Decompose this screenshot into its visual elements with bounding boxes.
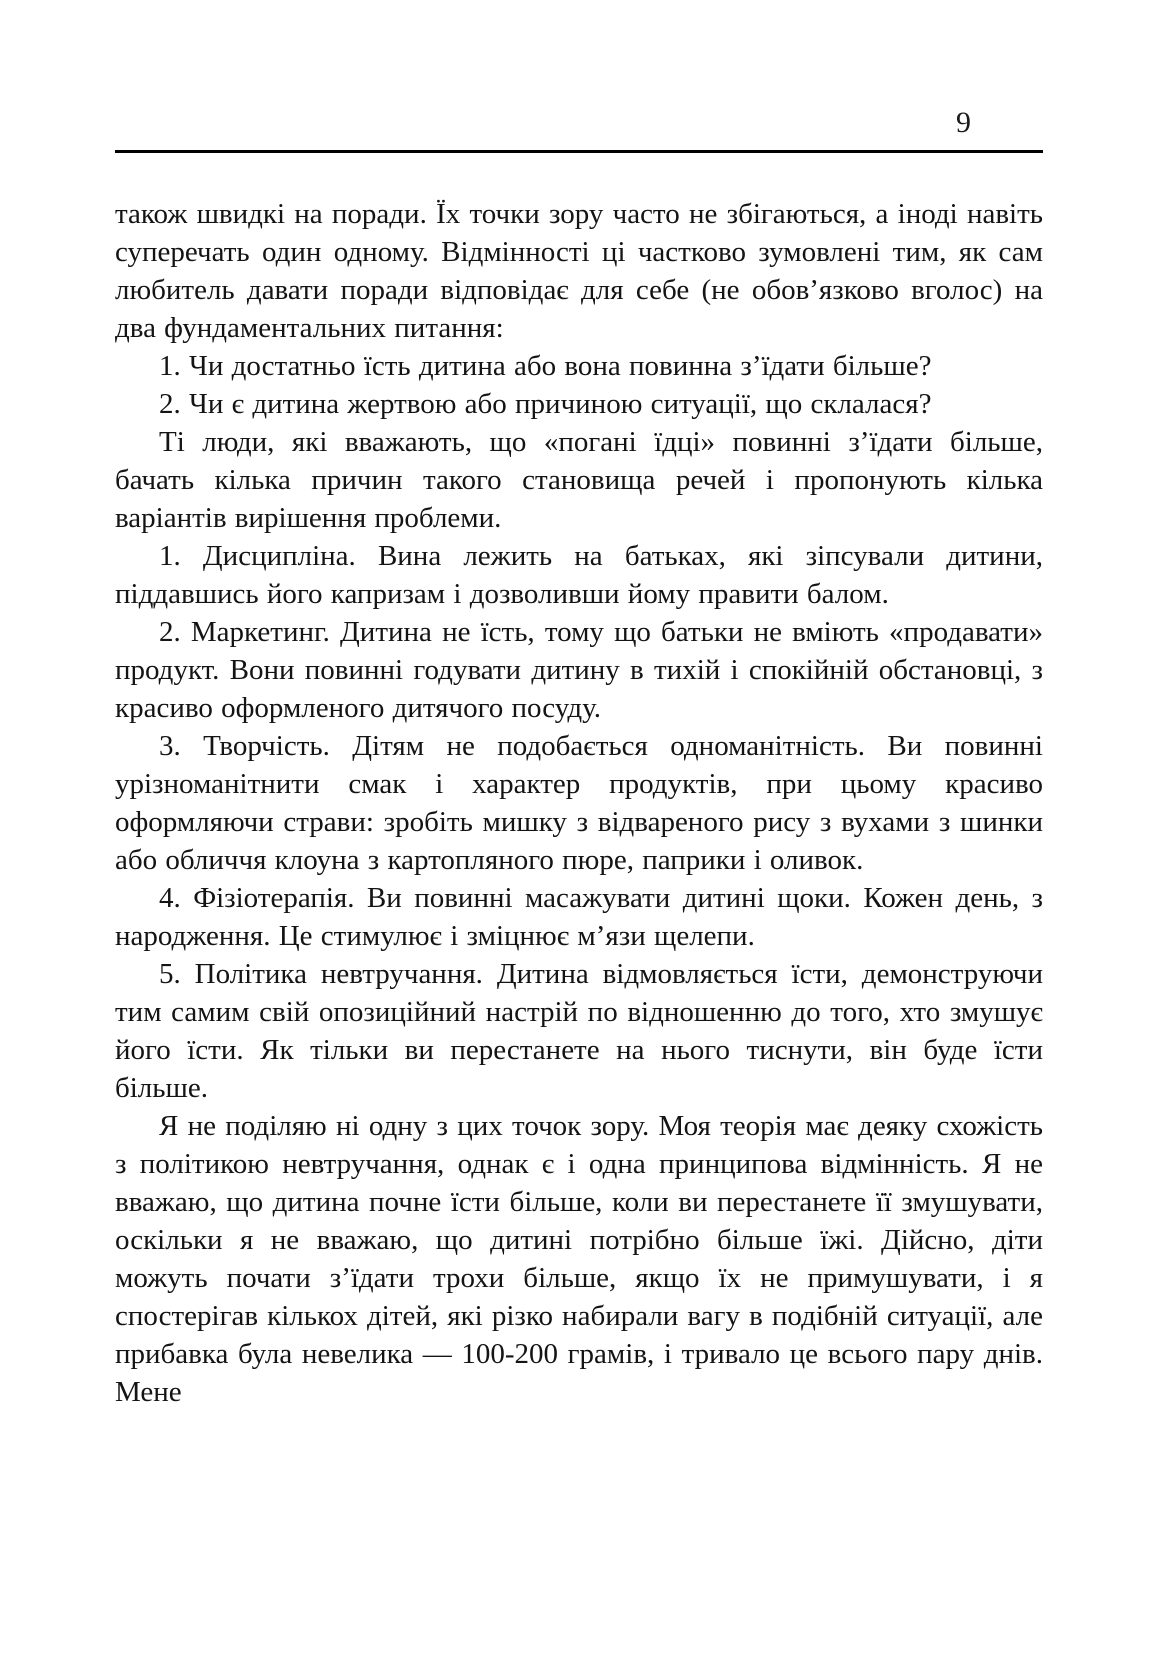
- header-rule: [115, 150, 1043, 153]
- page-body: [115, 195, 1043, 1411]
- paragraph: 2. Маркетинг. Дитина не їсть, тому що батьки не вміють «продавати» продукт. Вони повинні годувати дитину в тихій і спокійній обстановці, з красиво оформленого дитячого посуду.: [115, 616, 1043, 724]
- page-header: [115, 106, 1043, 153]
- page-number: 9: [956, 106, 971, 139]
- paragraph: Я не поділяю ні одну з цих точок зору. Моя теорія має деяку схожість з політикою невтручання, однак є і одна принципова відмінність. Я не вважаю, що дитина почне їсти більше, коли ви перестанете її змушувати, оскільки я не вважаю, що дитині потрібно більше їжі. Дійсно, діти можуть почати з’їдати трохи більше, якщо їх не примушувати, і я спостерігав кількох дітей, які різко набирали вагу в подібній ситуації, але прибавка була невелика — 100-200 грамів, і тривало це всього пару днів. Мене: [115, 1110, 1043, 1408]
- paragraph: Ті люди, які вважають, що «погані їдці» повинні з’їдати більше, бачать кілька причин такого становища речей і пропонують кілька варіантів вирішення проблеми.: [115, 426, 1043, 534]
- paragraph: 1. Дисципліна. Вина лежить на батьках, які зіпсували дитини, піддавшись його капризам і дозволивши йому правити балом.: [115, 540, 1043, 610]
- paragraph: 1. Чи достатньо їсть дитина або вона повинна з’їдати більше?: [159, 350, 932, 382]
- paragraph: 2. Чи є дитина жертвою або причиною ситуації, що склалася?: [159, 388, 932, 420]
- paragraph: також швидкі на поради. Їх точки зору часто не збігаються, а іноді навіть суперечать один одному. Відмінності ці частково зумовлені тим, як сам любитель давати поради відповідає для себе (не обов’язково вголос) на два фундаментальних питання:: [115, 198, 1043, 344]
- paragraph: 4. Фізіотерапія. Ви повинні масажувати дитині щоки. Кожен день, з народження. Це стимулює і зміцнює м’язи щелепи.: [115, 882, 1043, 952]
- paragraph: 5. Політика невтручання. Дитина відмовляється їсти, демонструючи тим самим свій опозиційний настрій по відношенню до того, хто змушує його їсти. Як тільки ви перестанете на нього тиснути, він буде їсти більше.: [115, 958, 1043, 1104]
- paragraph: 3. Творчість. Дітям не подобається одноманітність. Ви повинні урізноманітнити смак і характер продуктів, при цьому красиво оформляючи страви: зробіть мишку з відвареного рису з вухами з шинки або обличчя клоуна з картопляного пюре, паприки і оливок.: [115, 730, 1043, 876]
